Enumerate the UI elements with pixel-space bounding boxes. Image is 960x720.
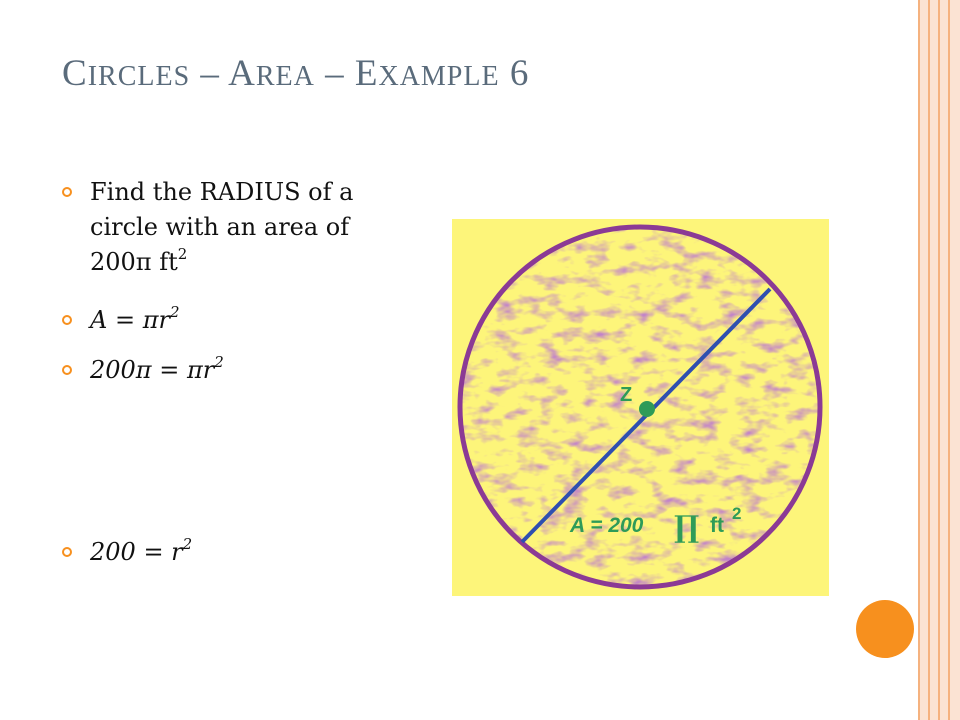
title-letter: E: [354, 53, 379, 94]
title-word: XAMPLE: [378, 61, 500, 92]
exponent: 2: [214, 353, 224, 371]
title-letter: C: [62, 53, 88, 94]
title-number: 6: [499, 53, 530, 94]
equation-text: 200π = πr: [90, 356, 215, 384]
frame-stripe: [928, 0, 930, 720]
bullet-ring-icon: [62, 315, 72, 325]
title-word: REA: [255, 61, 315, 92]
area-label: [569, 514, 644, 537]
bullet-text: [90, 176, 353, 208]
title-word: IRCLES: [87, 61, 191, 92]
bullet-line: Find the RADIUS of a: [90, 178, 354, 206]
formula: [90, 304, 180, 336]
bullet-ring-icon: [62, 365, 72, 375]
title-letter: A: [228, 53, 256, 94]
area-value: 200π ft: [90, 248, 178, 276]
unit-label: ft: [710, 514, 724, 537]
title-dash: –: [314, 53, 355, 94]
frame-stripe: [918, 0, 920, 720]
bullet-ring-icon: [62, 187, 72, 197]
pi-symbol: ∏: [674, 510, 700, 545]
exponent: 2: [177, 245, 188, 263]
bullet-line: circle with an area of: [90, 213, 350, 241]
slide-title: [62, 52, 529, 95]
formula-text: A = πr: [90, 306, 170, 334]
unit-exponent: 2: [732, 504, 742, 523]
bullet-line: [90, 246, 187, 278]
equation: [90, 354, 224, 386]
bullet-ring-icon: [62, 547, 72, 557]
area-label-text: A = 200: [570, 514, 644, 537]
equation: [90, 536, 192, 568]
center-label: Z: [620, 384, 633, 406]
orange-circle-decoration: [856, 600, 914, 658]
frame-stripe: [948, 0, 950, 720]
exponent: 2: [169, 303, 180, 321]
frame-stripe: [938, 0, 940, 720]
exponent: 2: [182, 535, 193, 553]
center-point: [639, 401, 655, 417]
circle-figure: [452, 219, 829, 596]
title-dash: –: [190, 53, 229, 94]
equation-text: 200 = r: [90, 538, 183, 566]
